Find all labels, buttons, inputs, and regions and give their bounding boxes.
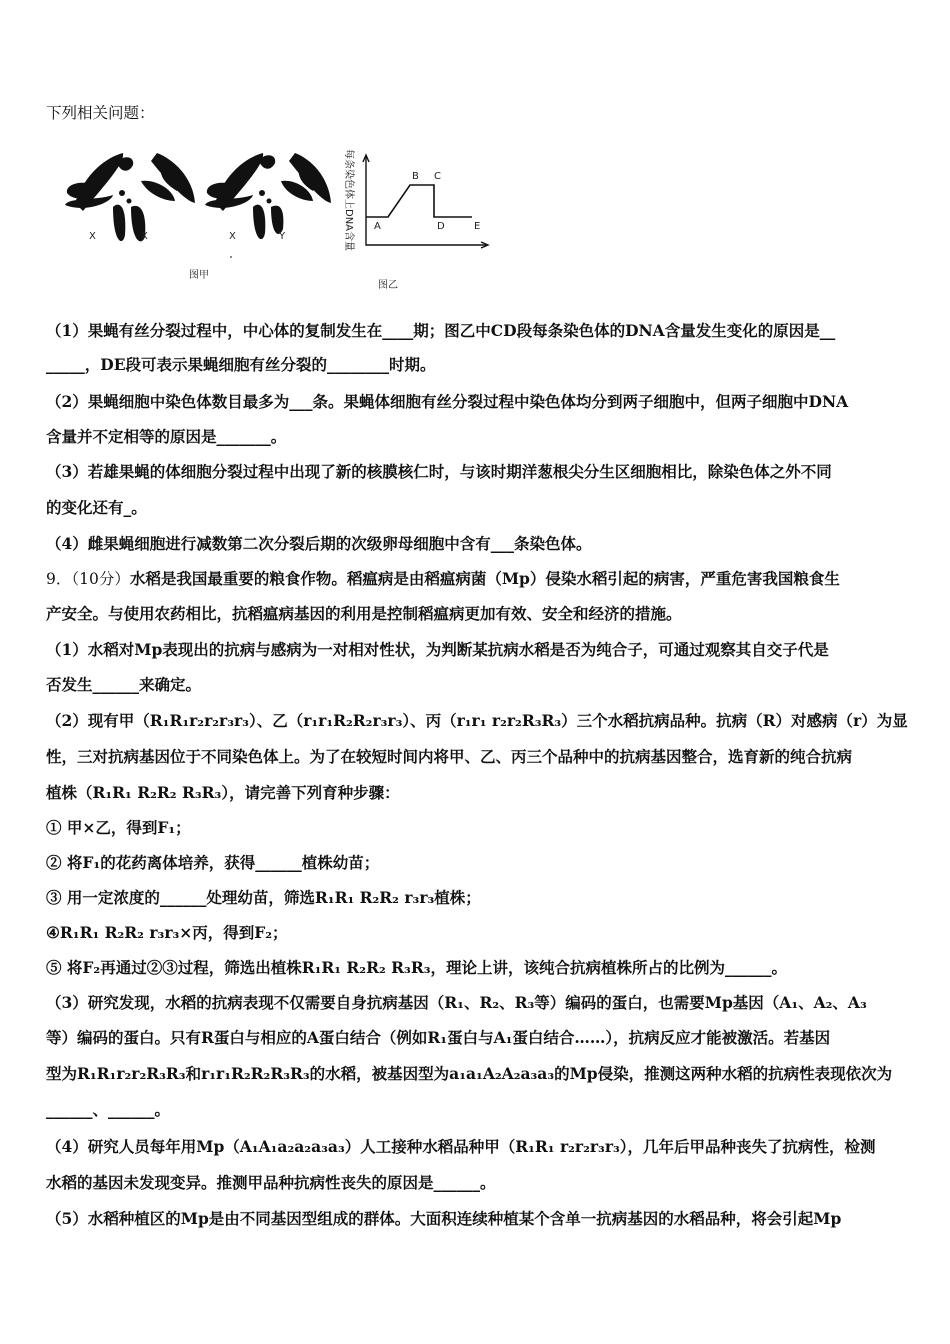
q9-step-5: ⑤ 将F₂再通过②③过程，筛选出植株R₁R₁ R₂R₂ R₃R₃，理论上讲，该纯合抗病植株所占的比例为______。 [46, 958, 788, 977]
q9-p5-line1: （5）水稻种植区的Mp是由不同基因型组成的群体。大面积连续种植某个含单一抗病基因的水稻品种，将会引起Mp [46, 1209, 842, 1228]
q8-p3-line2: 的变化还有_。 [46, 498, 147, 517]
q9-step-3: ③ 用一定浓度的______处理幼苗，筛选R₁R₁ R₂R₂ r₃r₃植株； [46, 888, 481, 907]
q8-p1-line2: _____，DE段可表示果蝇细胞有丝分裂的________时期。 [46, 355, 436, 374]
q9-step-2: ② 将F₁的花药离体培养，获得______植株幼苗； [46, 853, 380, 872]
q9-stem-text: 水稻是我国最重要的粮食作物。稻瘟病是由稻瘟病菌（Mp）侵染水稻引起的病害，严重危害我国粮食生 [129, 569, 840, 588]
q9-score: （10分） [71, 570, 130, 588]
q9-p4-line1: （4）研究人员每年用Mp（A₁A₁a₂a₂a₃a₃）人工接种水稻品种甲（R₁R₁ r₂r₂r₃r₃），几年后甲品种丧失了抗病性，检测 [46, 1137, 876, 1156]
q9-p3-line2: 等）编码的蛋白。只有R蛋白与相应的A蛋白结合（例如R₁蛋白与A₁蛋白结合……），抗病反应才能被激活。若基因 [46, 1028, 831, 1047]
q9-step-4: ④R₁R₁ R₂R₂ r₃r₃×丙，得到F₂； [46, 923, 288, 942]
q9-p1-line1: （1）水稻对Mp表现出的抗病与感病为一对相对性状，为判断某抗病水稻是否为纯合子，可通过观察其自交子代是 [46, 640, 829, 659]
yi-dna-curve [366, 185, 472, 217]
q9-p2-line1: （2）现有甲（R₁R₁r₂r₂r₃r₃）、乙（r₁r₁R₂R₂r₃r₃）、丙（r₁r₁ r₂r₂R₃R₃）三个水稻抗病品种。抗病（R）对感病（r）为显 [46, 711, 908, 730]
yi-axes [363, 155, 488, 248]
q8-p2-line1: （2）果蝇细胞中染色体数目最多为___条。果蝇体细胞有丝分裂过程中染色体均分到两子细胞中，但两子细胞中DNA [46, 392, 849, 411]
q9-number: 9． [46, 570, 72, 588]
q9-p3-line1: （3）研究发现，水稻的抗病表现不仅需要自身抗病基因（R₁、R₂、R₃等）编码的蛋白，也需要Mp基因（A₁、A₂、A₃ [46, 993, 867, 1012]
yi-point-d: D [437, 221, 445, 232]
intro-text: 下列相关问题： [46, 104, 155, 122]
q9-p3-line4: ______、______。 [46, 1100, 171, 1119]
q9-p1-line2: 否发生______来确定。 [46, 675, 202, 694]
jia-cell1-label-left: X [89, 231, 96, 242]
jia-cell1-label-right: X [141, 231, 148, 242]
q8-p3-line1: （3）若雄果蝇的体细胞分裂过程中出现了新的核膜核仁时，与该时期洋葱根尖分生区细胞相比，除染色体之外不同 [46, 462, 832, 481]
q8-p4: （4）雌果蝇细胞进行减数第二次分裂后期的次级卵母细胞中含有___条染色体。 [46, 534, 592, 553]
q9-p4-line2: 水稻的基因未发现变异。推测甲品种抗病性丧失的原因是______。 [46, 1173, 496, 1192]
q9-stem-line2: 产安全。与使用农药相比，抗稻瘟病基因的利用是控制稻瘟病更加有效、安全和经济的措施。 [46, 604, 682, 623]
chromosome-cell-1 [65, 153, 195, 241]
yi-point-e: E [474, 221, 481, 232]
q9-step-1: ① 甲×乙，得到F₁； [46, 818, 191, 837]
q9-p2-line3: 植株（R₁R₁ R₂R₂ R₃R₃），请完善下列育种步骤： [46, 783, 400, 802]
jia-cell2-label-right: Y [279, 231, 286, 242]
jia-caption: 图甲 [189, 270, 209, 281]
jia-cell2-label-left: X [229, 231, 236, 242]
yi-point-c: C [434, 171, 441, 182]
chromosome-cell-2 [205, 153, 331, 239]
q9-p3-line3: 型为R₁R₁r₂r₂R₃R₃和r₁r₁R₂R₂R₃R₃的水稻，被基因型为a₁a₁A₂A₂a₃a₃的Mp侵染，推测这两种水稻的抗病性表现依次为 [46, 1064, 893, 1083]
yi-caption: 图乙 [378, 280, 398, 291]
figure-yi [338, 145, 498, 295]
q8-p1-line1: （1）果蝇有丝分裂过程中，中心体的复制发生在____期；图乙中CD段每条染色体的DNA含量发生变化的原因是__ [46, 321, 836, 340]
yi-ylabel: 每条染色体上DNA含量 [343, 149, 354, 252]
q9-p2-line2: 性，三对抗病基因位于不同染色体上。为了在较短时间内将甲、乙、丙三个品种中的抗病基因整合，选育新的纯合抗病 [46, 747, 853, 766]
yi-point-a: A [374, 221, 381, 232]
yi-point-b: B [412, 171, 419, 182]
figure-jia [55, 145, 345, 285]
q9-stem-line1 [46, 569, 840, 589]
q8-p2-line2: 含量并不定相等的原因是_______。 [46, 427, 287, 446]
